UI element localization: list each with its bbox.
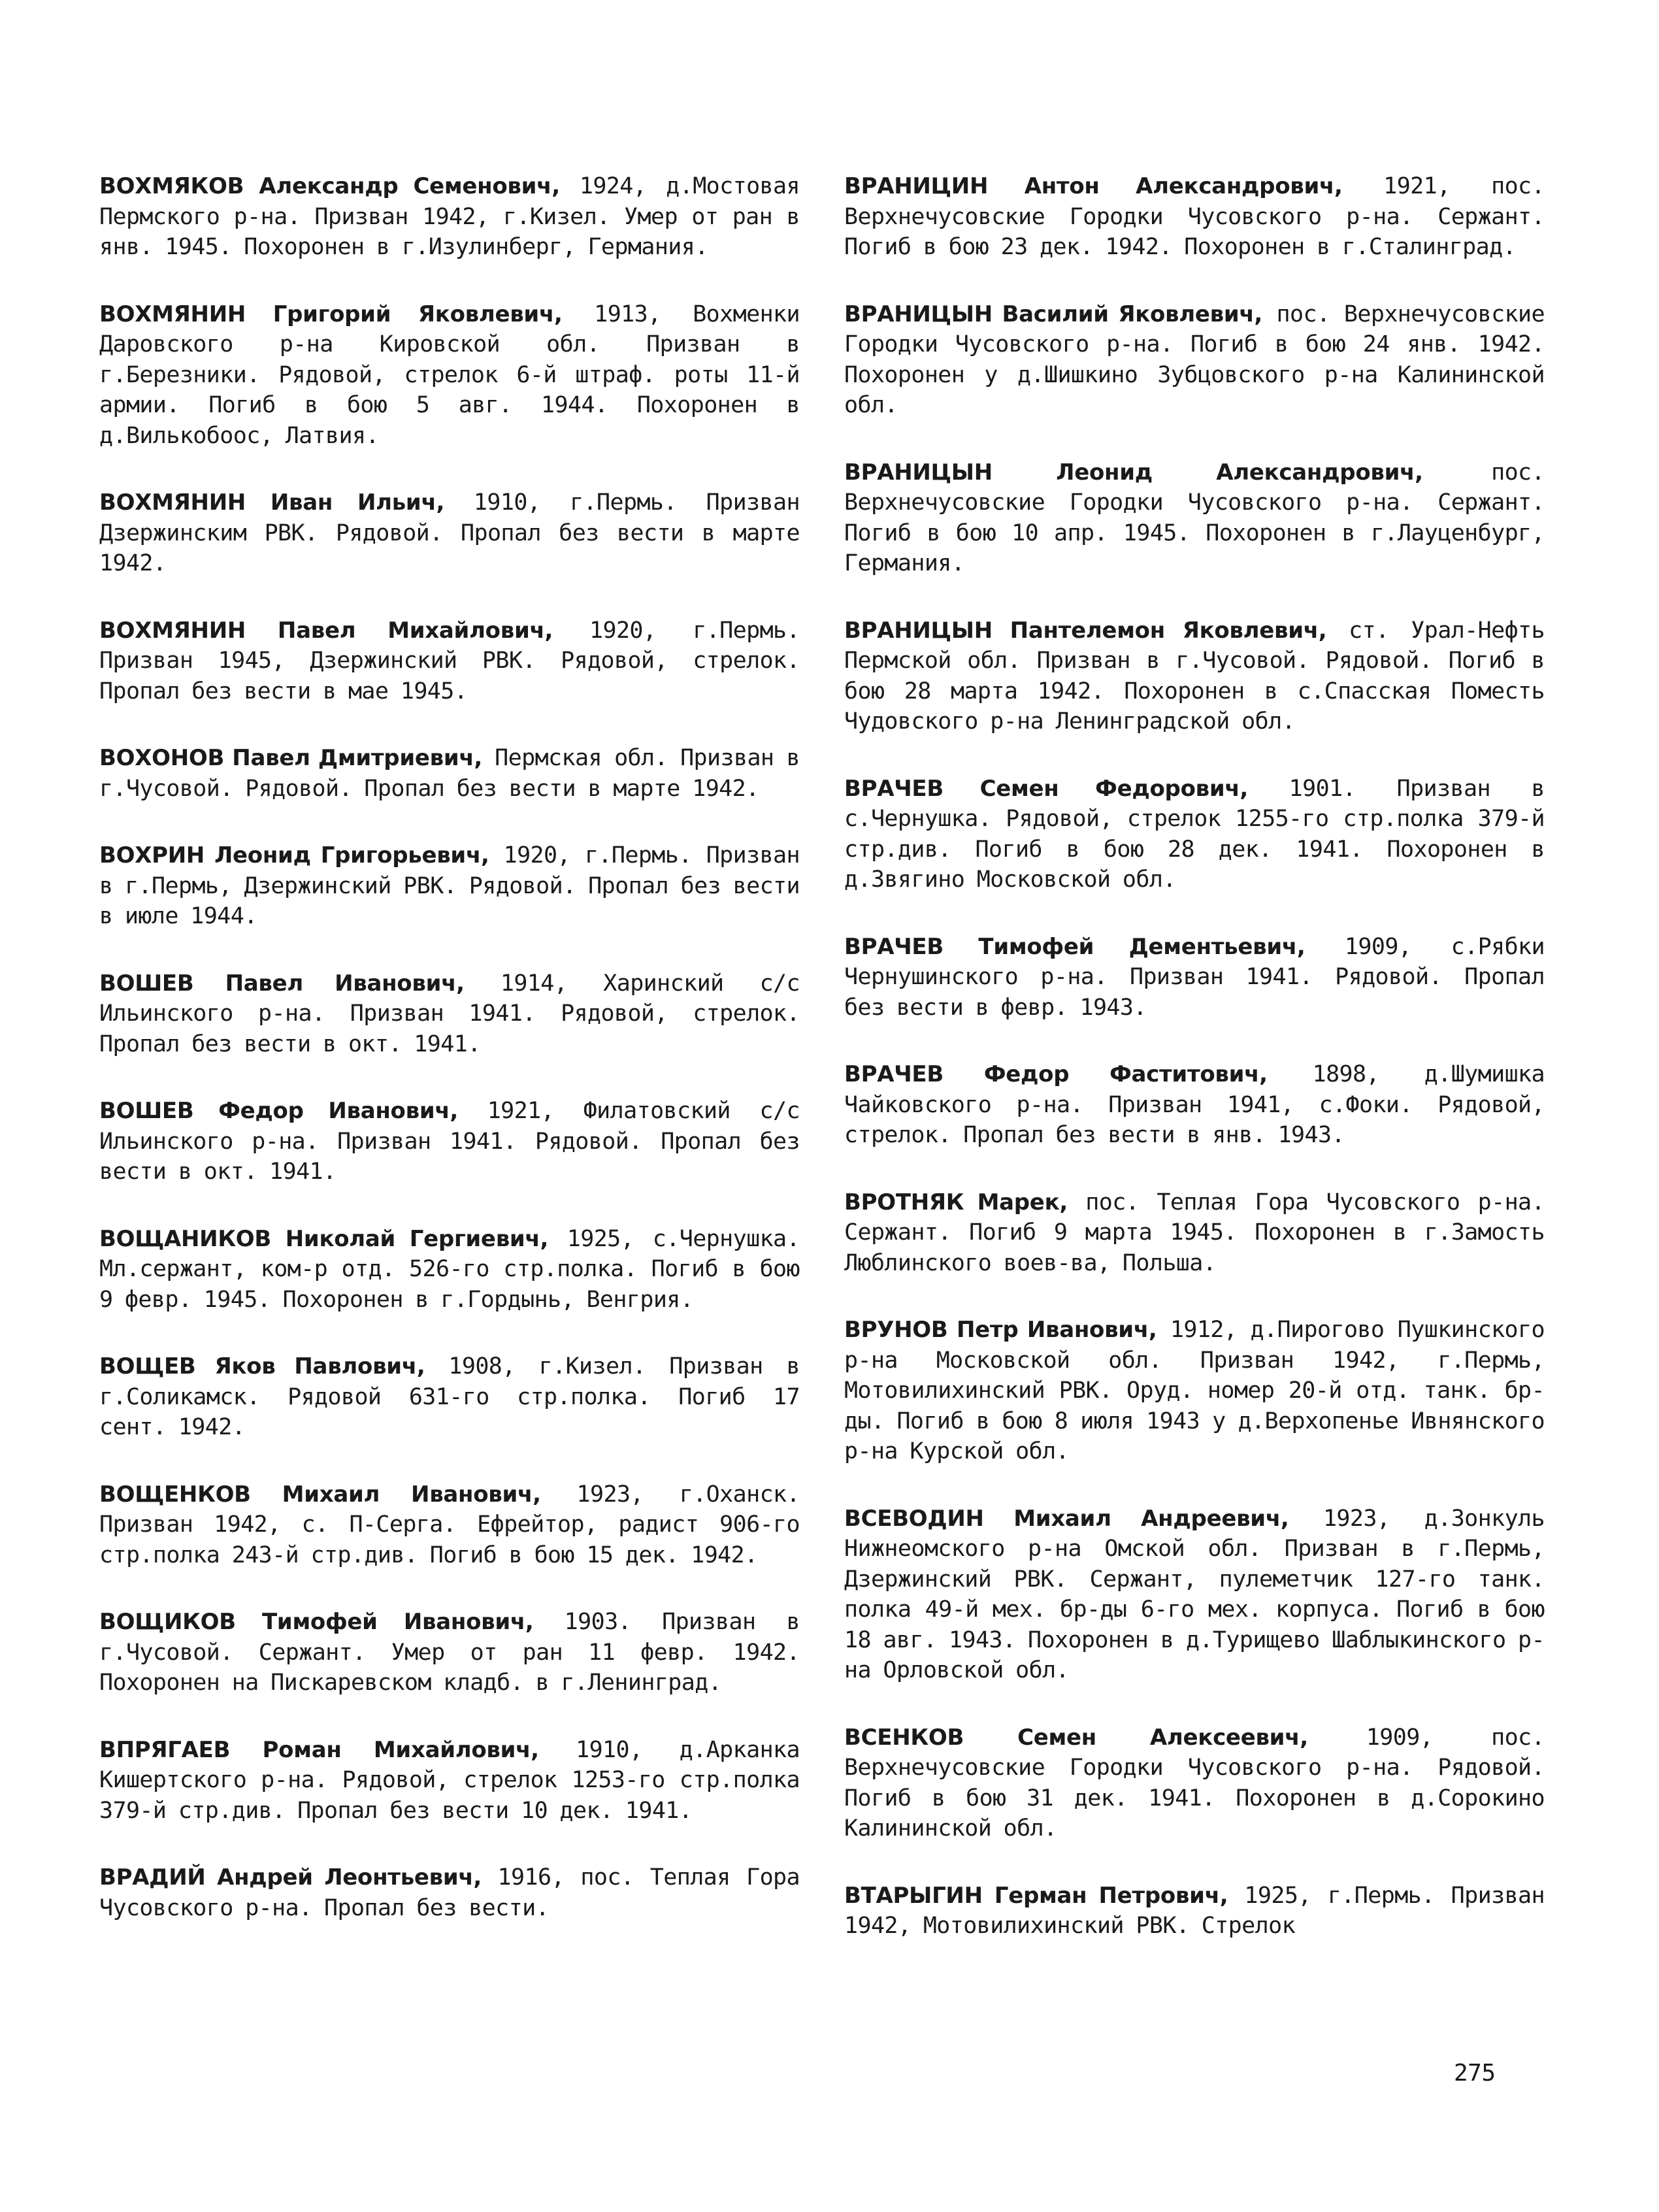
entry-details: пос. Верхнечусовские Городки Чусовского р-на. Погиб в бою 24 янв. 1942. Похоронен у д.Шишкино Зубцовского р-на Калининской обл. (844, 301, 1545, 418)
entry (99, 743, 800, 804)
entry-name: ВОХМЯНИН Иван Ильич, (99, 489, 445, 516)
entry-name: ВРАЧЕВ Федор Фаститович, (844, 1061, 1268, 1087)
entry (844, 299, 1545, 421)
left-column (99, 171, 800, 1960)
entry-name: ВСЕНКОВ Семен Алексеевич, (844, 1724, 1308, 1751)
right-column (844, 171, 1545, 1978)
entry (99, 487, 800, 579)
entry (844, 1059, 1545, 1151)
entry-details: 1901. Призван в с.Чернушка. Рядовой, стрелок 1255-го стр.полка 379-й стр.див. Погиб в бою 28 дек. 1941. Похоронен в д.Звягино Московской обл. (844, 775, 1545, 893)
entry-name: ВОЩЕНКОВ Михаил Иванович, (99, 1481, 541, 1508)
entry-name: ВРАЧЕВ Тимофей Дементьевич, (844, 933, 1306, 960)
entry (99, 1351, 800, 1443)
entry-name: ВОХОНОВ Павел Дмитриевич, (99, 745, 483, 771)
entry-details: 1913, Вохменки Даровского р-на Кировской обл. Призван в г.Березники. Рядовой, стрелок 6-й штраф. роты 11-й армии. Погиб в бою 5 авг. 1944. Похоронен в д.Вилькобоос, Латвия. (99, 301, 800, 449)
entry-details: 1898, д.Шумишка Чайковского р-на. Призван 1941, с.Фоки. Рядовой, стрелок. Пропал без вести в янв. 1943. (844, 1061, 1545, 1148)
entry (99, 171, 800, 263)
entry (99, 1479, 800, 1571)
entry-details: 1925, с.Чернушка. Мл.сержант, ком-р отд. 526-го стр.полка. Погиб в бою 9 февр. 1945. Похоронен в г.Гордынь, Венгрия. (99, 1225, 800, 1313)
entry-details: 1910, д.Арканка Кишертского р-на. Рядовой, стрелок 1253-го стр.полка 379-й стр.див. Пропал без вести 10 дек. 1941. (99, 1736, 800, 1824)
entry-name: ВТАРЫГИН Герман Петрович, (844, 1882, 1228, 1909)
entry-name: ВРАЧЕВ Семен Федорович, (844, 775, 1249, 802)
entry-details: 1920, г.Пермь. Призван в г.Пермь, Дзержинский РВК. Рядовой. Пропал без вести в июле 1944. (99, 842, 800, 929)
entry (844, 1723, 1545, 1844)
entry (99, 1735, 800, 1826)
entry-details: 1920, г.Пермь. Призван 1945, Дзержинский РВК. Рядовой, стрелок. Пропал без вести в мае 1945. (99, 617, 800, 704)
entry-details: 1909, с.Рябки Чернушинского р-на. Призван 1941. Рядовой. Пропал без вести в февр. 1943. (844, 933, 1545, 1021)
entry-name: ВОШЕВ Павел Иванович, (99, 970, 465, 997)
entry-name: ВРАНИЦИН Антон Александрович, (844, 173, 1343, 199)
entry-name: ВРАНИЦЫН Василий Яковлевич, (844, 301, 1263, 327)
entry-name: ВРАДИЙ Андрей Леонтьевич, (99, 1864, 482, 1890)
entry (844, 774, 1545, 895)
entry (844, 616, 1545, 737)
entry (844, 457, 1545, 579)
entry-details: 1925, г.Пермь. Призван 1942, Мотовилихинский РВК. Стрелок (844, 1882, 1545, 1939)
entry (99, 1862, 800, 1923)
entry (99, 616, 800, 707)
entry-details: 1910, г.Пермь. Призван Дзержинским РВК. Рядовой. Пропал без вести в марте 1942. (99, 489, 800, 576)
entry-details: пос. Теплая Гора Чусовского р-на. Сержант. Погиб 9 марта 1945. Похоронен в г.Замость Люблинского воев-ва, Польша. (844, 1189, 1545, 1276)
entry-name: ВСЕВОДИН Михаил Андреевич, (844, 1505, 1289, 1532)
entry-name: ВОЩЕВ Яков Павлович, (99, 1353, 425, 1379)
entry-name: ВОХМЯНИН Григорий Яковлевич, (99, 301, 563, 327)
entry-name: ВРУНОВ Петр Иванович, (844, 1317, 1157, 1343)
entry-name: ВРОТНЯК Марек, (844, 1189, 1068, 1215)
entry-details: 1923, г.Оханск. Призван 1942, с. П-Серга. Ефрейтор, радист 906-го стр.полка 243-й стр.див. Погиб в бою 15 дек. 1942. (99, 1481, 800, 1568)
entry-details: пос. Верхнечусовские Городки Чусовского р-на. Сержант. Погиб в бою 10 апр. 1945. Похоронен в г.Лауценбург, Германия. (844, 459, 1545, 576)
entry (99, 1224, 800, 1315)
entry-details: ст. Урал-Нефть Пермской обл. Призван в г.Чусовой. Рядовой. Погиб в бою 28 марта 1942. Похоронен в с.Спасская Поместь Чудовского р-на Ленинградской обл. (844, 617, 1545, 735)
entry-details: 1903. Призван в г.Чусовой. Сержант. Умер от ран 11 февр. 1942. Похоронен на Пискаревском кладб. в г.Ленинград. (99, 1609, 800, 1696)
entry (99, 299, 800, 452)
entry-name: ВОХРИН Леонид Григорьевич, (99, 842, 489, 868)
entry-name: ВОШЕВ Федор Иванович, (99, 1098, 459, 1124)
entry-name: ВОХМЯНИН Павел Михайлович, (99, 617, 553, 644)
entry (844, 1315, 1545, 1467)
entry (99, 1607, 800, 1698)
page-number: 275 (1454, 2060, 1496, 2087)
entry (99, 840, 800, 932)
entry-details: 1923, д.Зонкуль Нижнеомского р-на Омской обл. Призван в г.Пермь, Дзержинский РВК. Сержант, пулеметчик 127-го танк. полка 49-й мех. бр-ды 6-го мех. корпуса. Погиб в бою 18 авг. 1943. Похоронен в д.Турищево Шаблыкинского р-на Орловской обл. (844, 1505, 1545, 1683)
entry-details: 1924, д.Мостовая Пермского р-на. Призван 1942, г.Кизел. Умер от ран в янв. 1945. Похоронен в г.Изулинберг, Германия. (99, 173, 800, 260)
entry-details: 1914, Харинский с/с Ильинского р-на. Призван 1941. Рядовой, стрелок. Пропал без вести в окт. 1941. (99, 970, 800, 1057)
entry-name: ВОЩИКОВ Тимофей Иванович, (99, 1609, 534, 1635)
entry-name: ВОЩАНИКОВ Николай Гергиевич, (99, 1225, 549, 1252)
entry-details: 1908, г.Кизел. Призван в г.Соликамск. Рядовой 631-го стр.полка. Погиб 17 сент. 1942. (99, 1353, 800, 1440)
entry (99, 968, 800, 1060)
entry (99, 1096, 800, 1187)
entry-name: ВПРЯГАЕВ Роман Михайлович, (99, 1736, 539, 1763)
entry-details: 1921, Филатовский с/с Ильинского р-на. Призван 1941. Рядовой. Пропал без вести в окт. 1941. (99, 1098, 800, 1185)
entry (844, 1881, 1545, 1941)
entry (844, 1504, 1545, 1686)
entry-details: 1921, пос. Верхнечусовские Городки Чусовского р-на. Сержант. Погиб в бою 23 дек. 1942. Похоронен в г.Сталинград. (844, 173, 1545, 260)
entry-details: 1909, пос. Верхнечусовские Городки Чусовского р-на. Рядовой. Погиб в бою 31 дек. 1941. Похоронен в д.Сорокино Калининской обл. (844, 1724, 1545, 1841)
entry-details: 1912, д.Пирогово Пушкинского р-на Московской обл. Призван 1942, г.Пермь, Мотовилихинский РВК. Оруд. номер 20-й отд. танк. бр-ды. Погиб в бою 8 июля 1943 у д.Верхопенье Ивнянского р-на Курской обл. (844, 1317, 1545, 1464)
entry-name: ВОХМЯКОВ Александр Семенович, (99, 173, 560, 199)
entry-details: Пермская обл. Призван в г.Чусовой. Рядовой. Пропал без вести в марте 1942. (99, 745, 800, 802)
entry-details: 1916, пос. Теплая Гора Чусовского р-на. Пропал без вести. (99, 1864, 800, 1921)
entry (844, 932, 1545, 1023)
entry (844, 1187, 1545, 1279)
entry-name: ВРАНИЦЫН Пантелемон Яковлевич, (844, 617, 1327, 644)
entry-name: ВРАНИЦЫН Леонид Александрович, (844, 459, 1423, 486)
entry (844, 171, 1545, 263)
